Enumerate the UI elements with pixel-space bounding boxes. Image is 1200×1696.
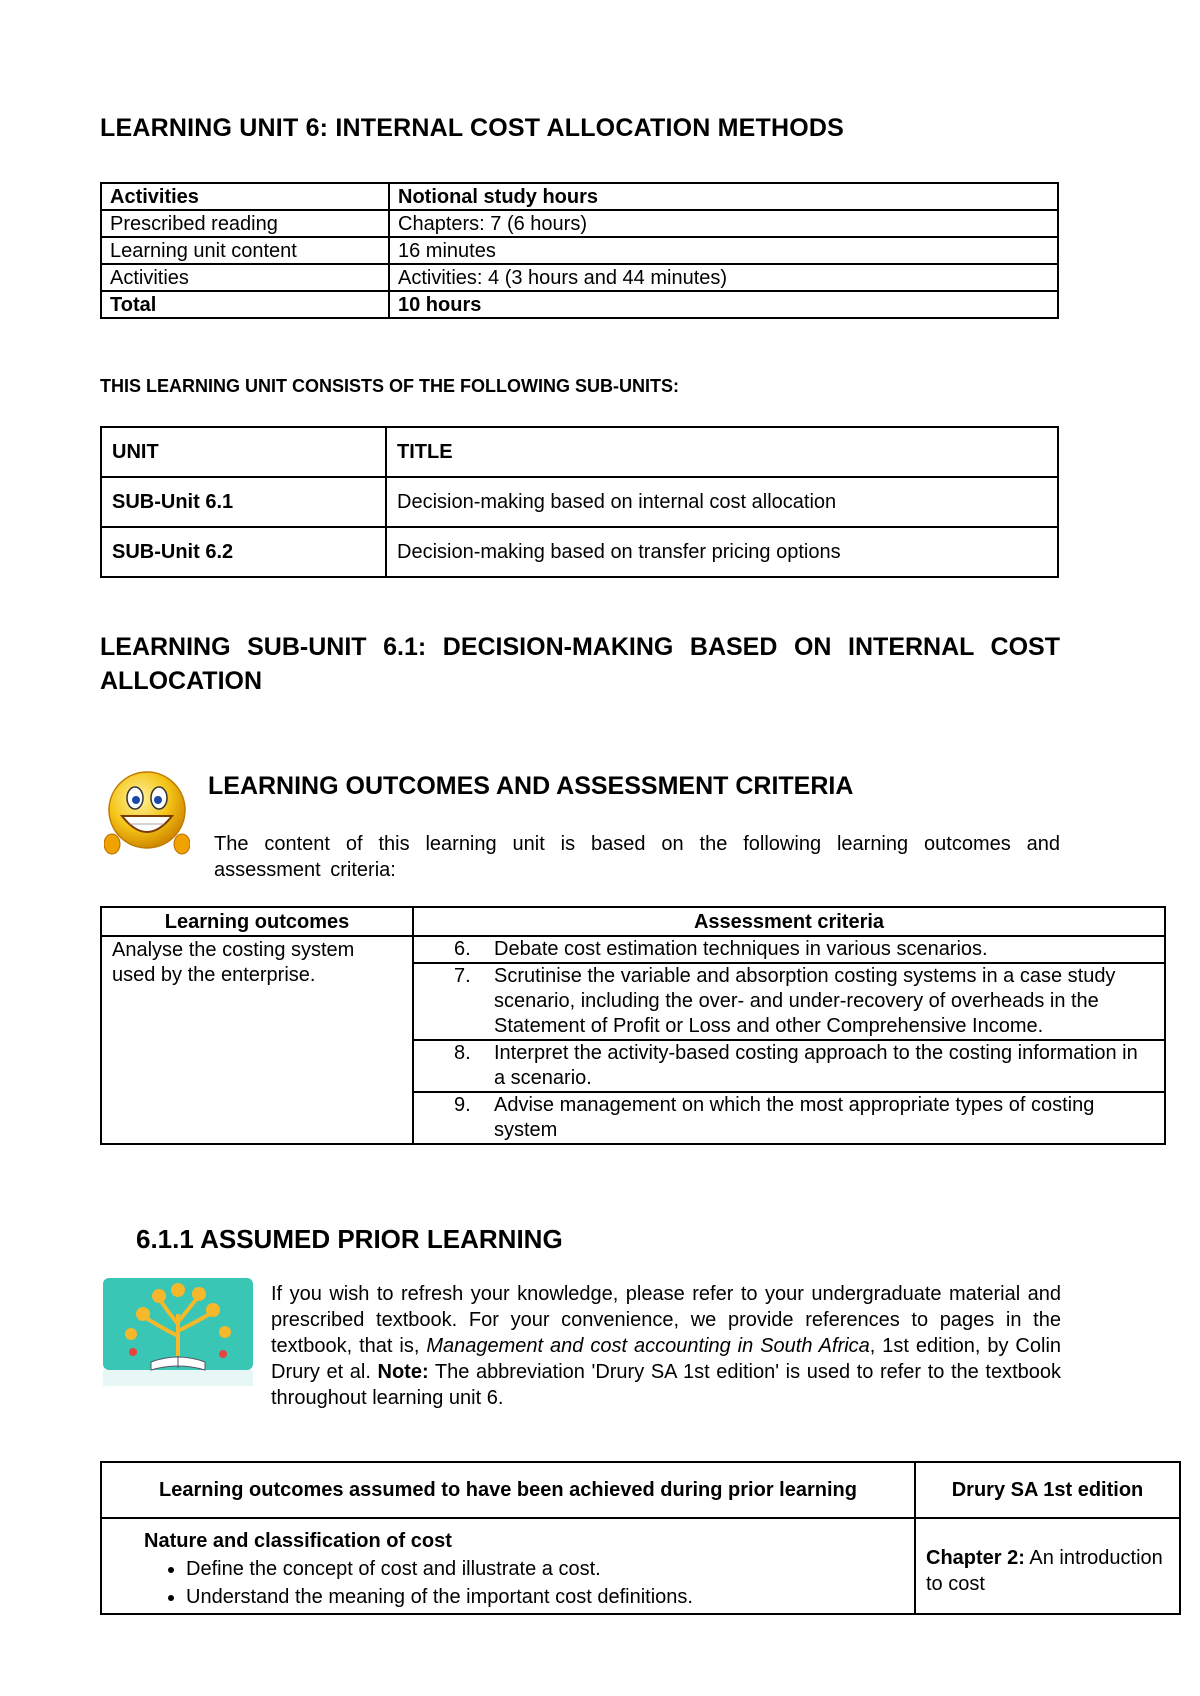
outcomes-intro: The content of this learning unit is based on the following learning outcomes and assessment criteria: [214, 833, 1060, 881]
table-header-cell: Notional study hours [389, 183, 1058, 210]
smiley-thumbs-up-icon [104, 768, 190, 860]
subunits-heading: THIS LEARNING UNIT CONSISTS OF THE FOLLOWING SUB-UNITS: [100, 376, 679, 396]
table-header-cell: UNIT [101, 427, 386, 477]
table-cell: SUB-Unit 6.1 [101, 477, 386, 527]
table-cell: Chapters: 7 (6 hours) [389, 210, 1058, 237]
table-row [101, 936, 1165, 1144]
book-title: Management and cost accounting in South Africa [426, 1335, 870, 1357]
subunits-table [100, 426, 1059, 578]
table-header-row [101, 907, 1165, 936]
subunit-title: LEARNING SUB-UNIT 6.1: DECISION-MAKING BASED ON INTERNAL COST ALLOCATION [100, 633, 1060, 695]
list-item: • Understand the meaning of the important cost definitions. [186, 1583, 904, 1611]
table-total-row [101, 291, 1058, 318]
table-cell: Learning unit content [101, 237, 389, 264]
prior-learning-title [136, 1224, 563, 1255]
text-run: If you wish to refresh your knowledge, please refer to your undergraduate material and prescribed textbook. For your convenience, we provide references to pages in the textbook, that is, [271, 1283, 1061, 1357]
table-row [101, 237, 1058, 264]
prior-learning-table [100, 1461, 1181, 1615]
table-cell: Total [101, 291, 389, 318]
criterion-number: 7. [454, 965, 471, 987]
table-cell [101, 1518, 915, 1614]
criterion-number: 8. [454, 1042, 471, 1064]
table-header-row [101, 1462, 1180, 1518]
table-cell: Prescribed reading [101, 210, 389, 237]
table-header-cell: Drury SA 1st edition [915, 1462, 1180, 1518]
assessment-criteria-cell [413, 936, 1165, 1144]
section-title: ASSUMED PRIOR LEARNING [200, 1224, 563, 1254]
section-heading: Nature and classification of cost [144, 1530, 452, 1552]
criterion-number: 6. [454, 938, 471, 960]
table-cell: Activities: 4 (3 hours and 44 minutes) [389, 264, 1058, 291]
bullet-list [144, 1555, 904, 1611]
learning-outcome-cell: Analyse the costing system used by the enterprise. [101, 936, 413, 1144]
criterion-text: Scrutinise the variable and absorption costing systems in a case study scenario, including the over- and under-recovery of overheads in the Statement of Profit or Loss and other Comprehensive Income. [494, 965, 1116, 1037]
prior-learning-text [271, 1281, 1061, 1411]
reference-text: An introduction to cost [926, 1547, 1163, 1595]
table-cell: SUB-Unit 6.2 [101, 527, 386, 577]
criterion-number: 9. [454, 1094, 471, 1116]
criterion-text: Debate cost estimation techniques in various scenarios. [494, 938, 988, 960]
table-cell: Activities [101, 264, 389, 291]
outcomes-table [100, 906, 1166, 1145]
table-row [101, 1518, 1180, 1614]
text-run: , 1st edition, by Colin Drury et al. [271, 1335, 1062, 1383]
table-row [101, 477, 1058, 527]
table-row [101, 527, 1058, 577]
criterion-text: Advise management on which the most appropriate types of costing system [494, 1094, 1095, 1141]
criterion-text: Interpret the activity-based costing approach to the costing information in a scenario. [494, 1042, 1138, 1089]
note-label: Note: [377, 1361, 429, 1383]
section-number: 6.1.1 [136, 1224, 194, 1254]
reference-label: Chapter 2: [926, 1547, 1025, 1569]
table-header-cell: Assessment criteria [413, 907, 1165, 936]
criterion-item [414, 1091, 1164, 1143]
table-row [101, 264, 1058, 291]
table-header-cell: Learning outcomes [101, 907, 413, 936]
table-header-cell: Learning outcomes assumed to have been achieved during prior learning [101, 1462, 915, 1518]
knowledge-tree-icon [103, 1276, 253, 1388]
table-row [101, 210, 1058, 237]
unit-title: LEARNING UNIT 6: INTERNAL COST ALLOCATION METHODS [100, 114, 845, 142]
list-item: • Define the concept of cost and illustrate a cost. [186, 1555, 904, 1583]
criterion-item [414, 962, 1164, 1039]
study-hours-table [100, 182, 1059, 319]
table-cell: Decision-making based on transfer pricing options [386, 527, 1058, 577]
text-run: The abbreviation 'Drury SA 1st edition' is used to refer to the textbook throughout learning unit 6. [271, 1361, 1061, 1409]
criterion-item [414, 937, 1164, 962]
table-cell: 10 hours [389, 291, 1058, 318]
table-header-cell: TITLE [386, 427, 1058, 477]
table-cell: Decision-making based on internal cost allocation [386, 477, 1058, 527]
table-cell [915, 1518, 1180, 1614]
criterion-item [414, 1039, 1164, 1091]
table-header-row [101, 427, 1058, 477]
table-header-cell: Activities [101, 183, 389, 210]
outcomes-title: LEARNING OUTCOMES AND ASSESSMENT CRITERIA [208, 772, 854, 800]
table-cell: 16 minutes [389, 237, 1058, 264]
table-header-row [101, 183, 1058, 210]
